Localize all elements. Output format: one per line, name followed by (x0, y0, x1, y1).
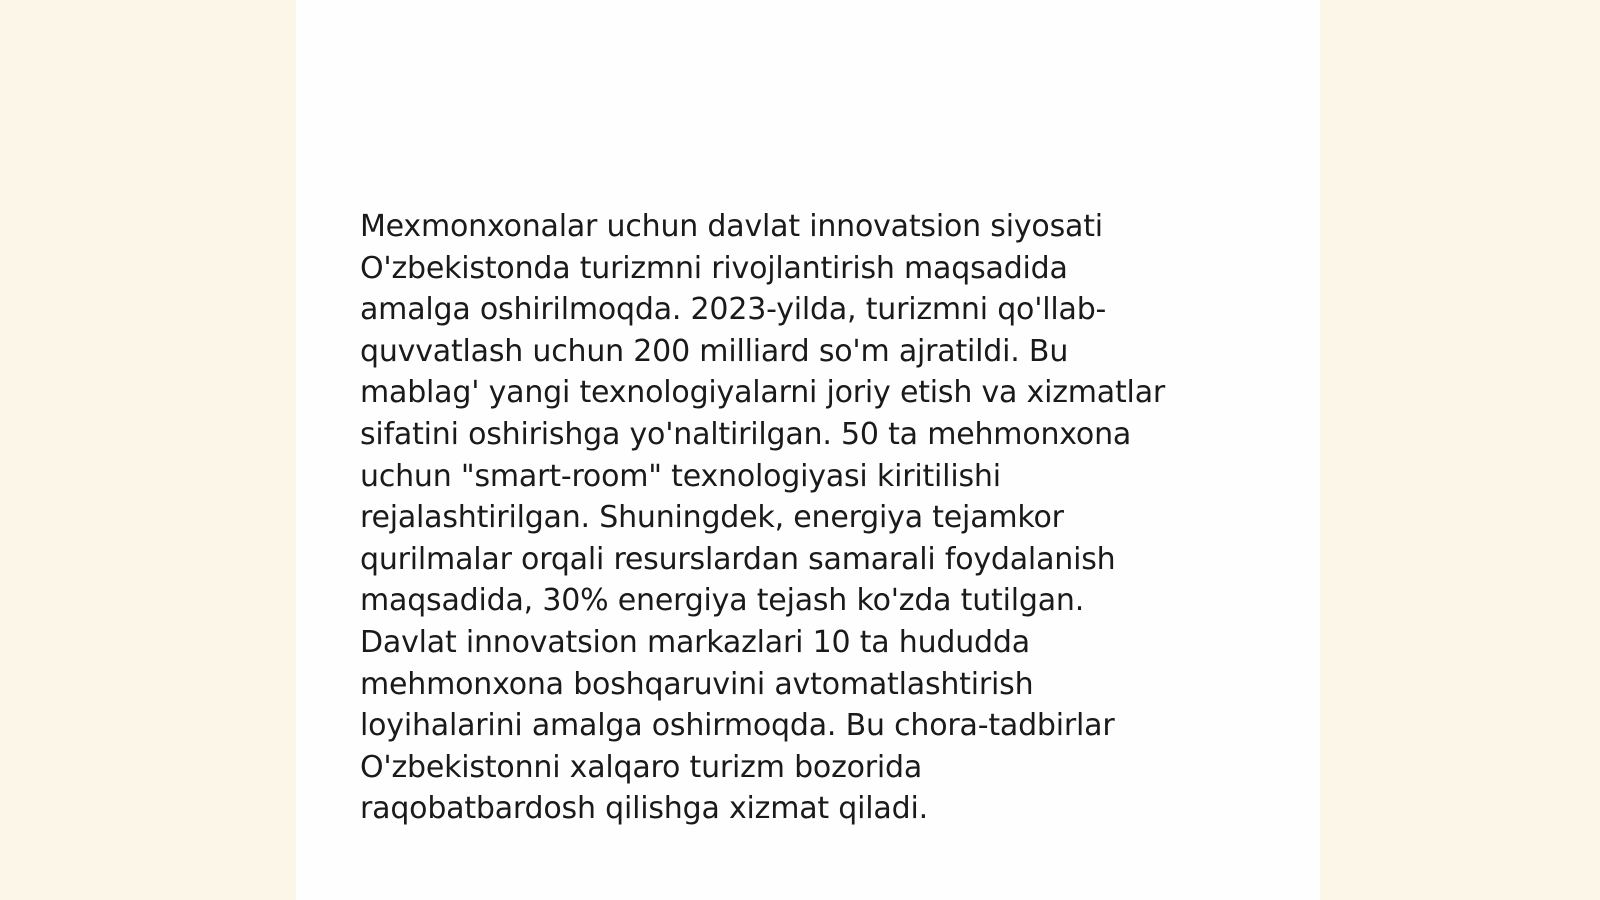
document-page (296, 0, 1320, 900)
body-paragraph: Mexmonxonalar uchun davlat innovatsion siyosati O'zbekistonda turizmni rivojlantirish maqsadida amalga oshirilmoqda. 2023-yilda, turizmni qo'llab- quvvatlash uchun 200 milliard so'm ajratildi. Bu mablag' yangi texnologiyalarni joriy etish va xizmatlar sifatini oshirishga yo'naltirilgan. 50 ta mehmonxona uchun "smart-room" texnologiyasi kiritilishi rejalashtirilgan. Shuningdek, energiya tejamkor qurilmalar orqali resurslardan samarali foydalanish maqsadida, 30% energiya tejash ko'zda tutilgan. Davlat innovatsion markazlari 10 ta hududda mehmonxona boshqaruvini avtomatlashtirish loyihalarini amalga oshirmoqda. Bu chora-tadbirlar O'zbekistonni xalqaro turizm bozorida raqobatbardosh qilishga xizmat qiladi. (360, 209, 1166, 827)
